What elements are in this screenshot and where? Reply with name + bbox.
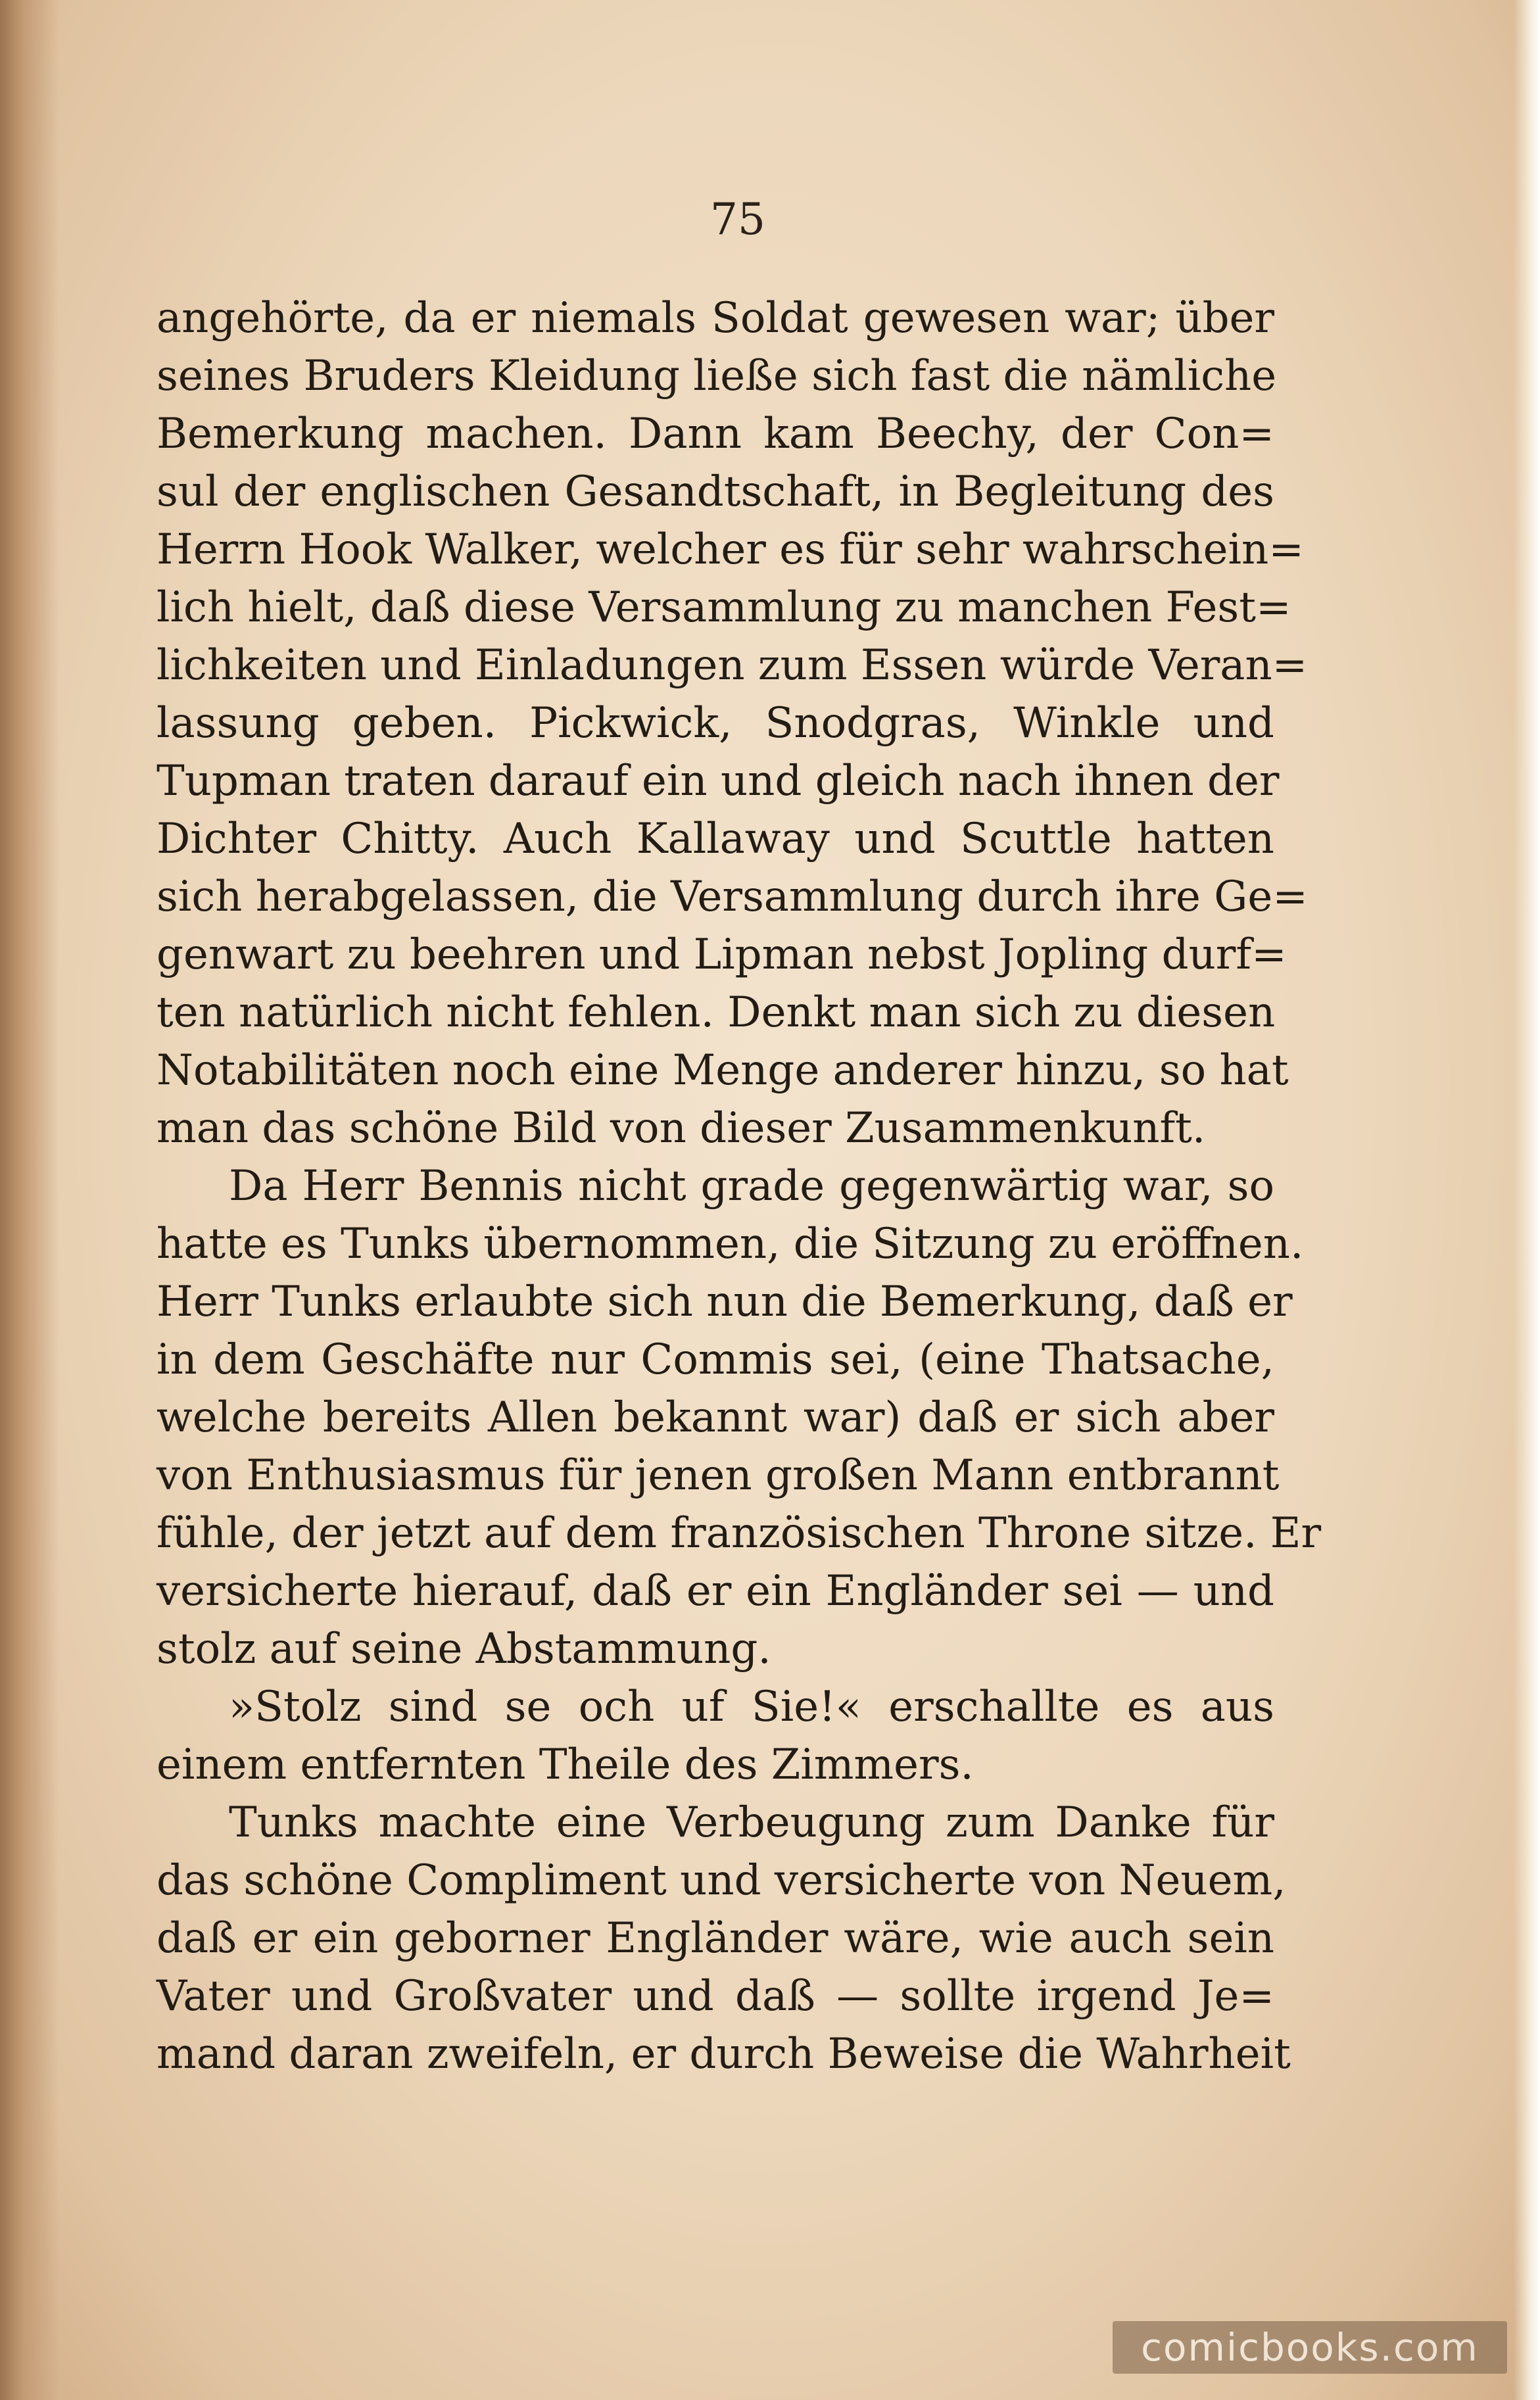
text-line: seines Bruders Kleidung ließe sich fast die nämliche [156,352,1277,400]
text-line: lich hielt, daß diese Versammlung zu manchen Fest= [156,583,1291,632]
text-line: einem entfernten Theile des Zimmers. [156,1740,974,1789]
text-line: das schöne Compliment und versicherte von Neuem, [156,1856,1286,1905]
text-line: man das schöne Bild von dieser Zusammenkunft. [156,1104,1206,1153]
watermark-text: comicbooks.com [1141,2325,1479,2370]
text-line: Vater und Großvater und daß — sollte irgend Je= [156,1972,1274,2021]
text-line: Tunks machte eine Verbeugung zum Danke für [229,1798,1274,1847]
text-line: »Stolz sind se och uf Sie!« erschallte es aus [229,1683,1274,1731]
text-line: Bemerkung machen. Dann kam Beechy, der Con= [156,410,1274,458]
text-line: Herr Tunks erlaubte sich nun die Bemerkung, daß er [156,1278,1293,1326]
text-line: lassung geben. Pickwick, Snodgras, Winkle und [156,699,1274,748]
body-text [156,289,1322,2083]
text-line: Notabilitäten noch eine Menge anderer hinzu, so hat [156,1046,1289,1095]
text-line: Da Herr Bennis nicht grade gegenwärtig war, so [229,1162,1274,1211]
text-line: stolz auf seine Abstammung. [156,1625,771,1673]
text-line: versicherte hierauf, daß er ein Engländer sei — und [156,1567,1274,1616]
text-line: fühle, der jetzt auf dem französischen Throne sitze. Er [156,1509,1322,1558]
page-left-shadow [0,0,59,2400]
page-number: 75 [710,194,765,245]
text-line: sul der englischen Gesandtschaft, in Begleitung des [156,468,1274,516]
text-line: von Enthusiasmus für jenen großen Mann entbrannt [156,1451,1280,1500]
text-line: angehörte, da er niemals Soldat gewesen war; über [156,294,1274,343]
text-line: welche bereits Allen bekannt war) daß er sich aber [156,1393,1274,1442]
text-line: hatte es Tunks übernommen, die Sitzung zu eröffnen. [156,1220,1304,1268]
text-line: Tupman traten darauf ein und gleich nach ihnen der [156,757,1280,805]
text-line: Dichter Chitty. Auch Kallaway und Scuttle hatten [156,815,1274,863]
text-line: daß er ein geborner Engländer wäre, wie auch sein [156,1914,1274,1963]
text-line: sich herabgelassen, die Versammlung durch ihre Ge= [156,873,1308,921]
text-line: Herrn Hook Walker, welcher es für sehr wahrschein= [156,525,1304,574]
text-line: ten natürlich nicht fehlen. Denkt man sich zu diesen [156,988,1276,1037]
text-line: in dem Geschäfte nur Commis sei, (eine Thatsache, [156,1335,1274,1384]
page-right-edge [1514,0,1540,2400]
watermark [1113,2321,1507,2374]
text-line: lichkeiten und Einladungen zum Essen würde Veran= [156,641,1308,690]
text-line: genwart zu beehren und Lipman nebst Jopling durf= [156,930,1287,979]
text-line: mand daran zweifeln, er durch Beweise die Wahrheit [156,2030,1291,2078]
